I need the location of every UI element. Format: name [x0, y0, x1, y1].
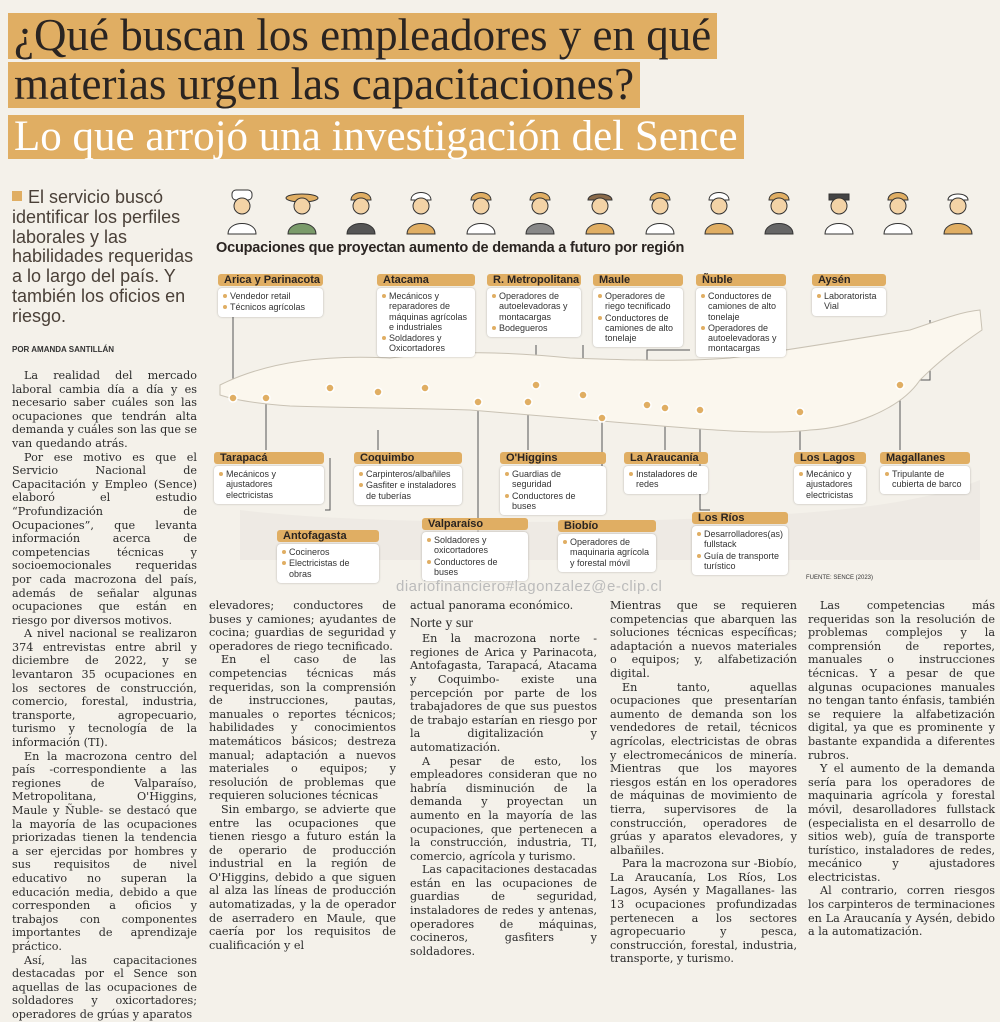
carpenter-icon: [578, 188, 622, 236]
mechanic-icon: [518, 188, 562, 236]
region-maule: Maule Operadores de riego tecnificado Conductores de camiones de alto tonelaje: [593, 274, 683, 347]
chef-icon: [220, 188, 264, 236]
region-biobio: Biobío Operadores de maquinaria agrícola y forestal móvil: [558, 520, 656, 572]
region-antofagasta: Antofagasta Cocineros Electricistas de obras: [277, 530, 379, 583]
headline-line-2: materias urgen las capacitaciones?: [8, 58, 640, 110]
electrician-icon: [876, 188, 920, 236]
operator-icon: [757, 188, 801, 236]
column-2: elevadores; conductores de buses y camiones; ayudantes de cocina; guardias de seguridad y operadores de riego tecnificado. En el caso de las competencias técnicas más requeridas, son la comprensión de instrucciones, pautas, manuales o reportes técnicos; habilidades y conocimientos matemáticos básicos; destreza manual; adaptación a nuevos materiales o equipos; y resolución de problemas que requieren soluciones técnicas Sin embargo, se advierte que entre las ocupaciones que tienen riesgo a futuro están la de operario de producción industrial en la región de O'Higgins, debido a que siguen al alza las líneas de producción automatizadas, y la de operador de aserradero en Maule, que caería por los requisitos de cualificación y el: [209, 599, 396, 952]
driver-icon: [459, 188, 503, 236]
guard-icon: [817, 188, 861, 236]
headline-line-1: ¿Qué buscan los empleadores y en qué: [8, 9, 717, 61]
graphic-title: Ocupaciones que proyectan aumento de demanda a futuro por región: [216, 240, 685, 256]
lead-paragraph: El servicio buscó identificar los perfiles laborales y las habilidades requeridas a lo largo del país. Y también los oficios en riesgo.: [12, 187, 194, 326]
region-araucania: La Araucanía Instaladores de redes: [624, 452, 708, 494]
region-aysen: Aysén Laboratorista Vial: [812, 274, 886, 316]
builder-icon: [638, 188, 682, 236]
headline-subtitle: Lo que arrojó una investigación del Sence: [8, 112, 744, 161]
region-nuble: Ñuble Conductores de camiones de alto tonelaje Operadores de autoelevadoras y montacargas: [696, 274, 786, 357]
subheading-norte-sur: Norte y sur: [410, 615, 473, 631]
region-ohiggins: O'Higgins Guardias de seguridad Conductores de buses: [500, 452, 606, 515]
region-magallanes: Magallanes Tripulante de cubierta de barco: [880, 452, 970, 494]
region-arica: Arica y Parinacota Vendedor retail Técnicos agrícolas: [218, 274, 323, 317]
farmer-icon: [280, 188, 324, 236]
region-loslagos: Los Lagos Mecánico y ajustadores electricistas: [794, 452, 866, 504]
graphic-source: FUENTE: SENCE (2023): [806, 575, 874, 581]
region-metropolitana: R. Metropolitana Operadores de autoelevadoras y montacargas Bodegueros: [487, 274, 581, 337]
column-1: La realidad del mercado laboral cambia día a día y es necesario saber cuáles son las ocupaciones que tendrán alta demanda y cuáles son las que se van quedando atrás. Por ese motivo es que el Servicio Nacional de Capacitación y Empleo (Sence) elaboró el estudio “Profundización de Ocupaciones”, que levanta información acerca de competencias técnicas y socioemocionales requeridas por cada macrozona del país, además de señalar algunas ocupaciones que están en riesgo por diversos motivos. A nivel nacional se realizaron 374 entrevistas entre abril y diciembre de 2022, y se levantaron 35 ocupaciones en los sectores de construcción, comercio, forestal, industria, transporte, agropecuario, turismo y tecnología de la información (TI). En la macrozona centro del país -correspondiente a las regiones de Valparaíso, Metropolitana, O'Higgins, Maule y Ñuble- se destacó que la mayoría de las ocupaciones priorizadas tienen la tendencia a ser ejercidas por hombres y sus requisitos de nivel educativo no superan la educación media, debido a que corresponden a oficios y trabajos con componentes importantes de aprendizaje práctico. Así, las capacitaciones destacadas por el Sence son aquellas de las ocupaciones de soldadores y oxicortadores; operadores de grúas y aparatos: [12, 369, 197, 1021]
installer-icon: [697, 188, 741, 236]
region-losrios: Los Ríos Desarrolladores(as) fullstack Guía de transporte turístico: [692, 512, 788, 575]
column-4: Mientras que se requieren competencias que abarquen las soluciones técnicas específicas; adaptación a nuevos materiales o equipos; y, alfabetización digital. En tanto, aquellas ocupaciones que presentarían aumento de demanda son los vendedores de retail, técnicos agrícolas, electricistas de obras y electromecánicos de minería. Mientras que los mayores riesgos están en los operadores de máquinas de movimiento de tierra, supervisores de la construcción, operadores de grúas y aparatos elevadores, y albañiles. Para la macrozona sur -Biobío, La Araucanía, Los Ríos, Los Lagos, Aysén y Magallanes- las 13 ocupaciones profundizadas pertenecen a los sectores agropecuario y pesca, construcción, forestal, industria, transporte, y turismo.: [610, 599, 797, 966]
region-atacama: Atacama Mecánicos y reparadores de máquinas agrícolas e industriales Soldadores y Oxicortadores: [377, 274, 475, 357]
worker-icons: [220, 188, 980, 238]
welder-icon: [339, 188, 383, 236]
column-5: Las competencias más requeridas son la resolución de problemas complejos y la comprensión de reportes, manuales o instrucciones técnicas. Y a pesar de que algunas ocupaciones manuales no tengan tanto énfasis, también se requiere la alfabetización digital, ya que es prominente y bastante expandida a diferentes rubros. Y el aumento de la demanda sería para los operadores de maquinaria agrícola y forestal móvil, desarolladores fullstack (especialista en el desarrollo de sitios web), guía de transporte turístico, instaladores de redes, mecánico y ajustadores electricistas. Al contrario, corren riesgos los carpinteros de terminaciones en La Araucanía y Aysén, debido a la automatización.: [808, 599, 995, 939]
region-valparaiso: Valparaíso Soldadores y oxicortadores Conductores de buses: [422, 518, 528, 581]
byline: POR AMANDA SANTILLÁN: [12, 345, 115, 354]
watermark: diariofinanciero#lagonzalez@e-clip.cl: [396, 578, 663, 595]
region-coquimbo: Coquimbo Carpinteros/albañiles Gasfiter e instaladores de tuberías: [354, 452, 462, 505]
technician-icon: [399, 188, 443, 236]
sailor-icon: [936, 188, 980, 236]
region-tarapaca: Tarapacá Mecánicos y ajustadores electricistas: [214, 452, 324, 504]
column-3: actual panorama económico. Norte y sur En la macrozona norte -regiones de Arica y Parinacota, Antofagasta, Tarapacá, Atacama y Coquimbo- existe una percepción por parte de los trabajadores de que sus puestos de trabajo estarían en riesgo por la digitalización y automatización. A pesar de esto, los empleadores consideran que no habría disminución de la demanda y proyectan un aumento en la mayoría de las ocupaciones, que pertenecen a la construcción, industria, TI, comercio, agrícola y turismo. Las capacitaciones destacadas están en las ocupaciones de guardias de seguridad, instaladores de redes y antenas, operadores de máquinas, cocineros, gasfiters y soldadores.: [410, 599, 597, 958]
